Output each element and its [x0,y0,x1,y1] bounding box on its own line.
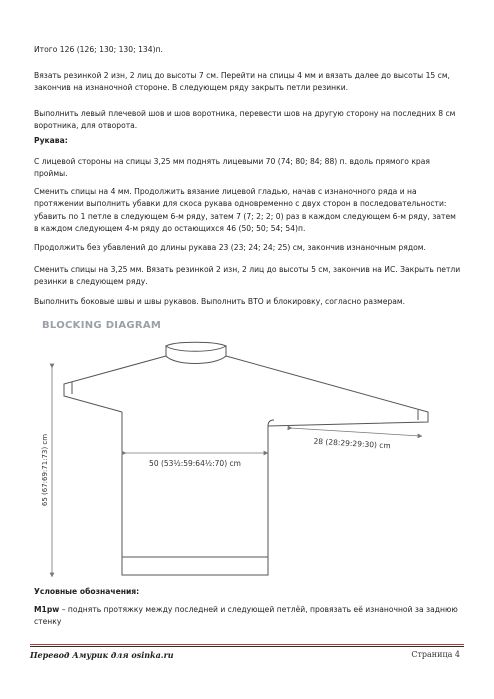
sleeve-arrow [290,428,420,436]
page-number: Страница 4 [411,650,460,659]
legend-heading: Условные обозначения: [34,587,140,596]
finishing-instructions: Выполнить боковые швы и швы рукавов. Выполнить ВТО и блокировку, согласно размерам. [34,297,406,306]
right-sleeve-outline [226,356,428,426]
footer-line-red [30,644,464,645]
sleeve-decrease-instructions: Сменить спицы на 4 мм. Продолжить вязание лицевой гладью, начав с изнаночного ряда и на протяжении выполнить убавки для скоса рукава одновременно с двух сторон в последовательности: убавить по 1 петле в следующем 6-м ряду, затем 7 (7; 2; 2; 0) раз в каждом следующем 6-м ряду, затем в каждом следующем 4-м ряду до остающихся 46 (50; 50; 54; 54)п. [34,187,456,234]
right-armpit [268,420,274,426]
m1pw-description: – поднять протяжку между последней и следующей петлёй, провязать её изнаночной за заднюю стенку [34,605,458,627]
body-outline [122,412,268,575]
sleeve-length-instructions: Продолжить без убавлений до длины рукава 23 (23; 24; 24; 25) см, закончив изнаночным рядом. [34,243,426,252]
sleeves-heading: Рукава: [34,136,68,145]
height-label: 65 (67:69:71:73) cm [41,433,49,507]
m1pw-abbr: M1pw [34,605,60,614]
legend-m1pw [34,604,462,629]
width-label: 50 (53½:59:64½:70) cm [149,459,241,468]
shoulder-seam-instructions: Выполнить левый плечевой шов и шов воротника, перевести шов на другую сторону на последних 8 см воротника, для отворота. [34,109,456,131]
footer-line-dark [30,646,464,647]
footer-credit: Перевод Амурик для osinka.ru [30,650,174,660]
ribbing-instructions: Вязать резинкой 2 изн, 2 лиц до высоты 7 см. Перейти на спицы 4 мм и вязать далее до высоты 15 см, закончив на изнаночной стороне. В следующем ряду закрыть петли резинки. [34,71,450,93]
collar-outline [166,346,226,364]
diagram-title: BLOCKING DIAGRAM [42,320,162,331]
cuff-instructions: Сменить спицы на 3,25 мм. Вязать резинкой 2 изн, 2 лиц до высоты 5 см, закончив на ИС. Закрыть петли резинки в следующем ряду. [34,265,461,287]
total-stitches: Итого 126 (126; 130; 130; 134)п. [34,45,163,54]
sleeve-label: 28 (28:29:29:30) cm [313,436,392,451]
left-sleeve-outline [64,356,166,412]
sleeve-pickup-instructions: С лицевой стороны на спицы 3,25 мм поднять лицевыми 70 (74; 80; 84; 88) п. вдоль прямого края проймы. [34,157,430,179]
collar-back [166,342,226,346]
